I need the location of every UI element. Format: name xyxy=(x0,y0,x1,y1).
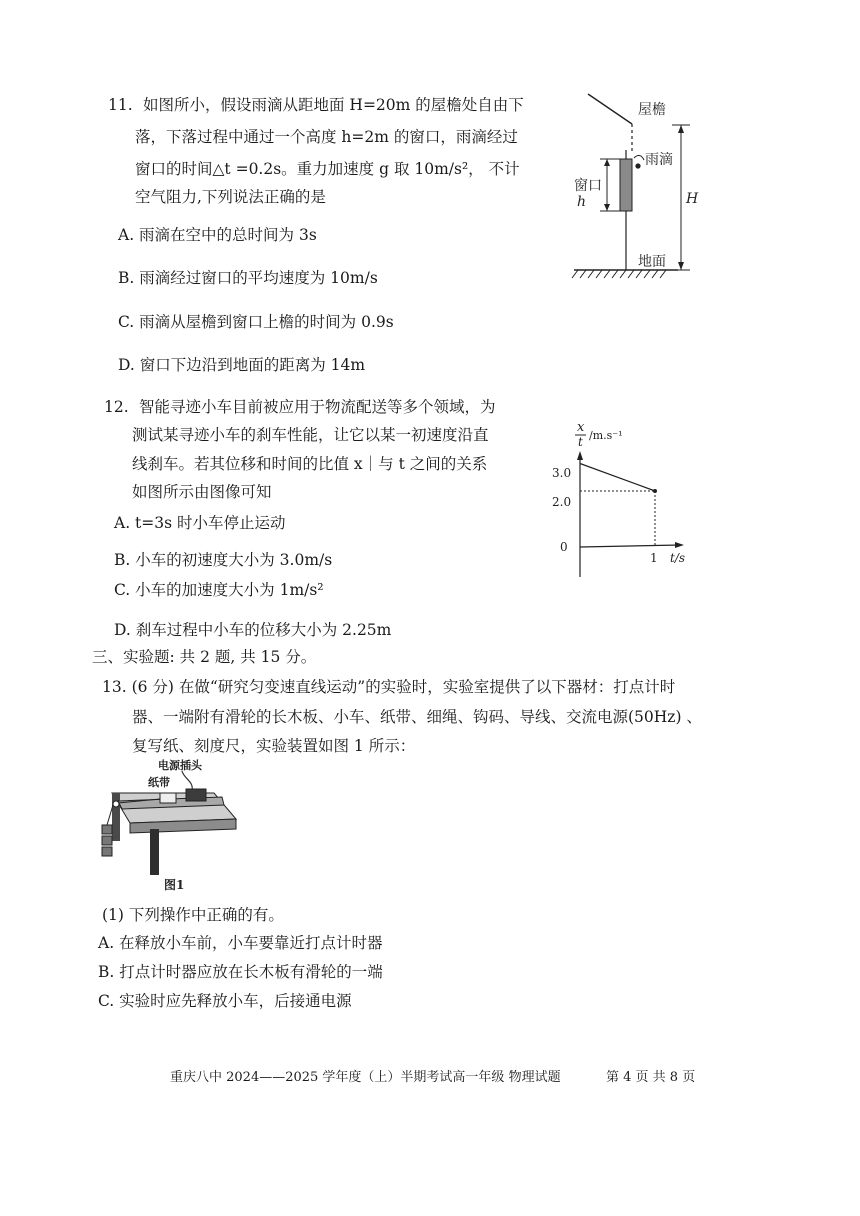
y-tick-label-2: 2.0 xyxy=(552,495,572,509)
ground-label: 地面 xyxy=(638,254,666,270)
window-rect xyxy=(620,159,632,211)
window-h-arrowhead-up xyxy=(604,159,610,166)
y-axis-unit: /m.s⁻¹ xyxy=(589,429,623,442)
q13-option-c: C. 实验时应先释放小车，后接通电源 xyxy=(98,992,352,1010)
q13-line-3: 复写纸、刻度尺，实验装置如图 1 所示： xyxy=(132,737,416,755)
q11-option-b: B. 雨滴经过窗口的平均速度为 10m/s xyxy=(118,269,378,287)
table-leg xyxy=(150,829,159,875)
q13-line-2: 器、一端附有滑轮的长木板、小车、纸带、细绳、钩码、导线、交流电源(50Hz) 、 xyxy=(132,708,702,726)
q11-line-3: 窗口的时间△t =0.2s。重力加速度 g 取 10m/s²， 不计 xyxy=(135,160,520,178)
power-plug-label: 电源插头 xyxy=(158,759,202,772)
roof-eave-line xyxy=(588,94,632,124)
y-tick-label-0: 0 xyxy=(560,540,568,554)
hook-weight-3 xyxy=(102,847,112,856)
x-axis xyxy=(580,545,680,547)
x-axis-arrowhead xyxy=(675,542,684,548)
window-h-label: h xyxy=(577,194,587,210)
data-point-end xyxy=(653,489,657,493)
q12-number: 12. xyxy=(104,398,129,416)
apparatus-figure xyxy=(96,757,246,893)
cart-block xyxy=(160,793,176,803)
q12-option-d: D. 刹车过程中小车的位移大小为 2.25m xyxy=(114,621,392,639)
table-leg-left xyxy=(112,793,120,841)
q11-number: 11. xyxy=(108,96,133,114)
q12-option-b: B. 小车的初速度大小为 3.0m/s xyxy=(114,551,333,569)
q12-line-3: 线刹车。若其位移和时间的比值 x｜与 t 之间的关系 xyxy=(132,455,488,473)
q12-line-4: 如图所示由图像可知 xyxy=(132,483,272,501)
x-axis-label: t/s xyxy=(670,551,686,565)
section-3-heading: 三、实验题: 共 2 题, 共 15 分。 xyxy=(92,648,317,666)
q13-option-b: B. 打点计时器应放在长木板有滑轮的一端 xyxy=(98,963,383,981)
q11-line-1: 如图所小，假设雨滴从距地面 H=20m 的屋檐处自由下 xyxy=(143,96,524,114)
q11-option-c: C. 雨滴从屋檐到窗口上檐的时间为 0.9s xyxy=(118,313,394,331)
height-H-arrowhead-down xyxy=(678,262,684,270)
q11-line-2: 落，下落过程中通过一个高度 h=2m 的窗口，雨滴经过 xyxy=(135,128,518,146)
timer-block xyxy=(186,789,206,801)
y-axis-arrowhead xyxy=(577,451,583,460)
raindrop-window-figure xyxy=(566,88,716,288)
ground-hatching xyxy=(572,270,666,278)
height-H-arrowhead-up xyxy=(678,125,684,133)
q12-line-1: 智能寻迹小车目前被应用于物流配送等多个领域，为 xyxy=(139,398,496,416)
paper-tape-label: 纸带 xyxy=(148,776,170,789)
footer-school-exam: 重庆八中 2024——2025 学年度（上）半期考试高一年级 物理试题 xyxy=(170,1070,561,1085)
x-tick-label-1: 1 xyxy=(650,551,658,565)
y-axis-label-denominator: t xyxy=(578,435,583,449)
figure-1-caption: 图1 xyxy=(164,878,185,892)
q12-option-c: C. 小车的加速度大小为 1m/s² xyxy=(114,581,324,599)
q11-option-a: A. 雨滴在空中的总时间为 3s xyxy=(118,226,317,244)
y-tick-label-3: 3.0 xyxy=(552,466,572,480)
roof-label: 屋檐 xyxy=(638,102,666,118)
pulley-icon xyxy=(113,801,119,807)
raindrop-label: 雨滴 xyxy=(645,152,673,168)
q13-line-1: 13. (6 分) 在做“研究匀变速直线运动”的实验时，实验室提供了以下器材：打点计时 xyxy=(102,678,676,696)
data-line-series xyxy=(580,464,655,492)
q12-line-2: 测试某寻迹小车的刹车性能，让它以某一初速度沿直 xyxy=(132,426,489,444)
footer-page-number: 第 4 页 共 8 页 xyxy=(606,1070,696,1085)
q12-option-a: A. t=3s 时小车停止运动 xyxy=(114,514,286,532)
power-cord xyxy=(182,771,192,791)
hook-weight-2 xyxy=(102,836,112,845)
q11-option-d: D. 窗口下边沿到地面的距离为 14m xyxy=(118,356,366,374)
hook-weight-1 xyxy=(102,825,112,834)
raindrop-icon xyxy=(635,163,640,168)
height-H-label: H xyxy=(686,191,699,207)
q13-sub-question-1: (1) 下列操作中正确的有。 xyxy=(102,906,284,924)
window-label: 窗口 xyxy=(574,178,602,194)
velocity-ratio-chart xyxy=(550,415,700,585)
window-h-arrowhead-down xyxy=(604,204,610,211)
q11-line-4: 空气阻力,下列说法正确的是 xyxy=(135,188,326,206)
q13-option-a: A. 在释放小车前，小车要靠近打点计时器 xyxy=(98,934,383,952)
y-axis-label-numerator: x xyxy=(577,420,585,435)
